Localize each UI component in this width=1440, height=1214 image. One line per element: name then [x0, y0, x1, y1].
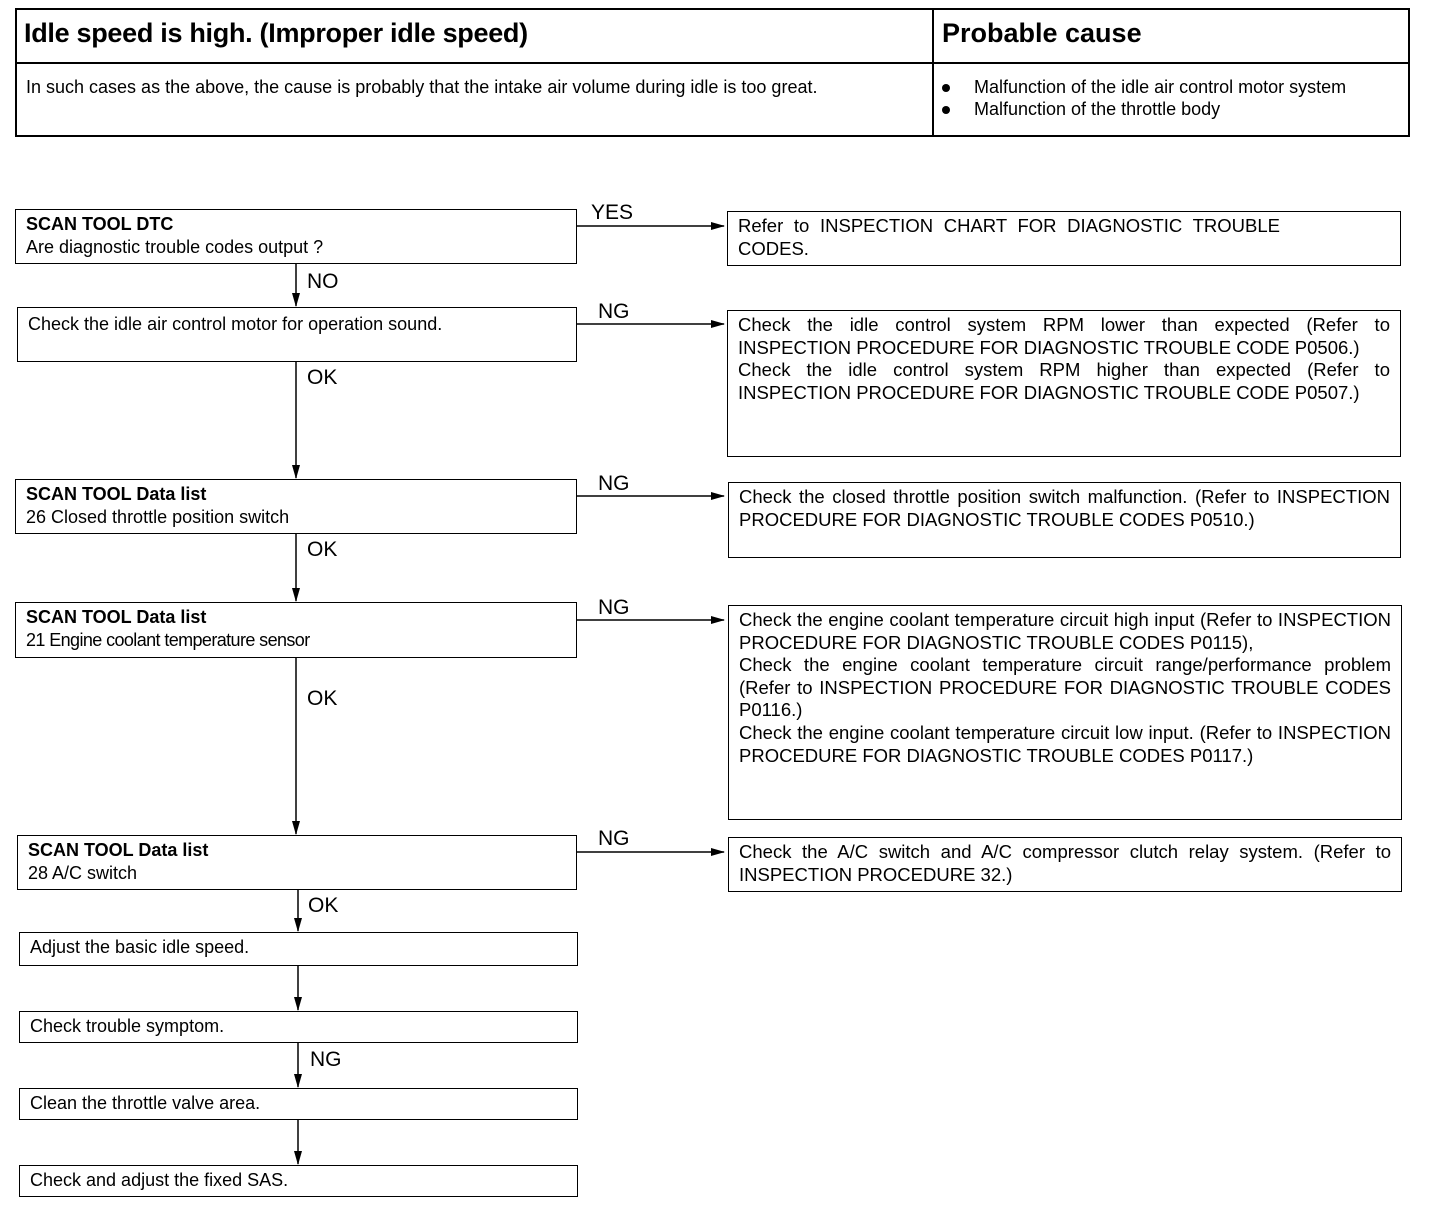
page-title: Idle speed is high. (Improper idle speed): [24, 18, 528, 48]
branch-label-ng: NG: [598, 827, 630, 850]
branch-label-ok: OK: [307, 687, 338, 710]
step-text: Check trouble symptom.: [30, 1016, 225, 1036]
step-box-adjust-fixed-sas: [19, 1165, 578, 1197]
step-box-engine-coolant-temp: [15, 602, 577, 658]
result-text: Check the idle control system RPM lower than expected (Refer to INSPECTION PROCEDURE FOR DIAGNOSTIC TROUBLE CODE P0506.): [738, 314, 1390, 358]
step-box-adjust-idle-speed: [19, 932, 578, 966]
step-text: Adjust the basic idle speed.: [30, 937, 250, 957]
step-text: Check and adjust the fixed SAS.: [30, 1170, 289, 1190]
result-text: Check the idle control system RPM higher than expected (Refer to INSPECTION PROCEDURE FOR DIAGNOSTIC TROUBLE CODE P0507.): [738, 359, 1390, 403]
step-text: 21 Engine coolant temperature sensor: [26, 630, 310, 650]
step-title: SCAN TOOL DTC: [26, 214, 174, 234]
step-title: SCAN TOOL Data list: [26, 607, 207, 627]
branch-label-ng: NG: [310, 1048, 342, 1071]
step-box-ac-switch: [17, 835, 577, 890]
symptom-description: In such cases as the above, the cause is probably that the intake air volume during idle is too great.: [26, 77, 818, 97]
branch-label-ng: NG: [598, 300, 630, 323]
branch-label-yes: YES: [591, 201, 634, 224]
step-box-clean-throttle-valve: [19, 1088, 578, 1120]
branch-label-ng: NG: [598, 596, 630, 619]
branch-label-ok: OK: [307, 538, 338, 561]
branch-label-no: NO: [307, 270, 339, 293]
result-text: Check the engine coolant temperature circuit high input (Refer to INSPECTION PROCEDURE FOR DIAGNOSTIC TROUBLE CODES P0115),: [739, 609, 1391, 653]
result-box-coolant-temp: [728, 605, 1402, 820]
result-text: Check the engine coolant temperature circuit range/performance problem (Refer to INSPECTION PROCEDURE FOR DIAGNOSTIC TROUBLE CODES P0116.): [739, 654, 1391, 721]
result-box-ac-relay: [728, 837, 1402, 892]
result-text: Check the closed throttle position switch malfunction. (Refer to INSPECTION PROCEDURE FOR DIAGNOSTIC TROUBLE CODES P0510.): [739, 486, 1390, 530]
step-text: Are diagnostic trouble codes output ?: [26, 237, 324, 257]
probable-cause-heading: Probable cause: [942, 18, 1142, 48]
probable-cause-item: Malfunction of the idle air control motor system: [940, 76, 1405, 98]
step-title: SCAN TOOL Data list: [26, 484, 207, 504]
result-text: Check the A/C switch and A/C compressor clutch relay system. (Refer to INSPECTION PROCEDURE 32.): [739, 841, 1391, 885]
step-text: Clean the throttle valve area.: [30, 1093, 261, 1113]
step-box-idle-air-control-motor: [17, 307, 577, 362]
step-title: SCAN TOOL Data list: [28, 840, 209, 860]
result-box-closed-throttle: [728, 482, 1401, 558]
step-text: 28 A/C switch: [28, 863, 138, 883]
result-box-idle-control-rpm: [727, 310, 1401, 457]
step-text: Check the idle air control motor for operation sound.: [28, 314, 443, 334]
result-text: Check the engine coolant temperature circuit low input. (Refer to INSPECTION PROCEDURE FOR DIAGNOSTIC TROUBLE CODES P0117.): [739, 721, 1391, 766]
step-box-closed-throttle-position: [15, 479, 577, 534]
branch-label-ng: NG: [598, 472, 630, 495]
step-box-check-trouble-symptom: [19, 1011, 578, 1043]
branch-label-ok: OK: [307, 366, 338, 389]
step-text: 26 Closed throttle position switch: [26, 507, 290, 527]
step-box-scan-tool-dtc: [15, 209, 577, 264]
result-box-dtc-chart: [727, 211, 1401, 266]
result-text: Refer to INSPECTION CHART FOR DIAGNOSTIC TROUBLE CODES.: [738, 215, 1280, 259]
probable-cause-item: Malfunction of the throttle body: [940, 98, 1405, 120]
branch-label-ok: OK: [308, 894, 339, 917]
